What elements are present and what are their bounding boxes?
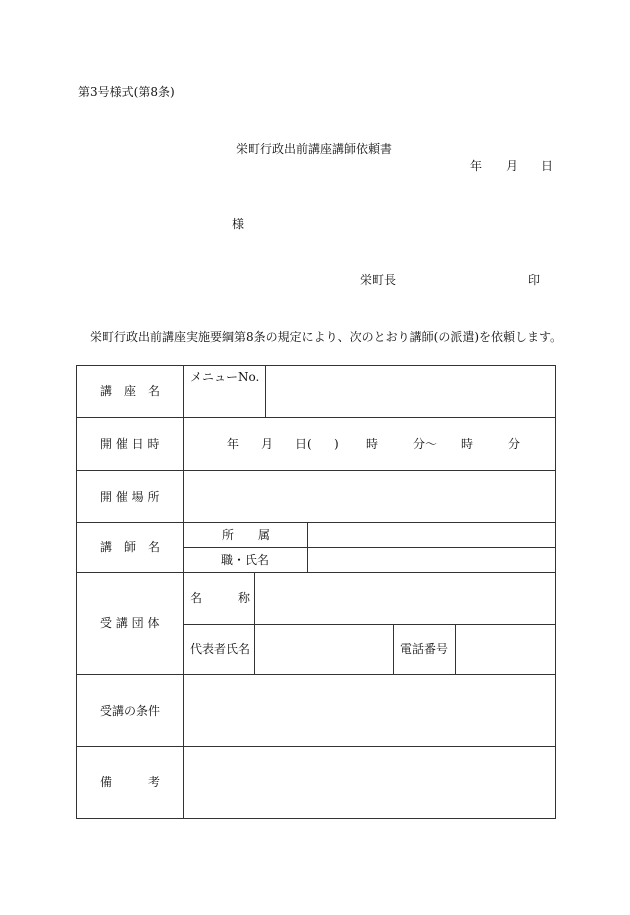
- lecturer-label: 講 師 名: [100, 540, 161, 554]
- venue-field[interactable]: [184, 471, 554, 521]
- date-time-month: 月: [261, 437, 274, 451]
- conditions-field[interactable]: [184, 675, 554, 745]
- group-label: 受 講 団 体: [100, 616, 160, 630]
- remarks-label: 備 考: [100, 775, 161, 789]
- page-title: 栄町行政出前講座講師依頼書: [236, 142, 393, 156]
- conditions-label: 受講の条件: [100, 704, 161, 718]
- venue-label: 開 催 場 所: [100, 490, 160, 504]
- date-time-field[interactable]: [184, 418, 554, 469]
- position-name-field[interactable]: [308, 548, 554, 571]
- position-name-label: 職・氏名: [221, 553, 270, 567]
- affiliation-label: 所 属: [222, 528, 271, 542]
- date-month: 月: [506, 159, 519, 173]
- date-day: 日: [541, 159, 554, 173]
- sender-title: 栄町長: [360, 273, 397, 287]
- course-name-label: 講 座 名: [100, 384, 161, 398]
- seal-mark: 印: [528, 273, 541, 287]
- date-time-day-open: 日(: [295, 437, 312, 451]
- date-time-year: 年: [227, 437, 240, 451]
- menu-number-label: メニューNo.: [190, 370, 260, 384]
- date-time-start-hour: 時: [366, 437, 379, 451]
- menu-number-field[interactable]: [184, 384, 264, 416]
- date-time-day-close: ): [334, 437, 339, 451]
- representative-label: 代表者氏名: [190, 642, 251, 656]
- phone-label: 電話番号: [400, 642, 449, 656]
- representative-field[interactable]: [255, 625, 392, 673]
- phone-field[interactable]: [456, 625, 554, 673]
- group-name-field[interactable]: [255, 573, 554, 623]
- date-time-end-minute: 分: [508, 437, 521, 451]
- date-time-end-hour: 時: [461, 437, 474, 451]
- date-time-start-minute: 分～: [413, 437, 438, 451]
- addressee-suffix: 様: [232, 217, 245, 231]
- form-number: 第3号様式(第8条): [78, 85, 175, 99]
- course-name-field[interactable]: [266, 366, 554, 416]
- date-time-label: 開 催 日 時: [100, 437, 160, 451]
- remarks-field[interactable]: [184, 747, 554, 817]
- group-name-label: 名 称: [190, 591, 251, 605]
- request-text: 栄町行政出前講座実施要綱第8条の規定により、次のとおり講師(の派遣)を依頼します。: [90, 330, 563, 344]
- date-year: 年: [470, 159, 483, 173]
- affiliation-field[interactable]: [308, 523, 554, 546]
